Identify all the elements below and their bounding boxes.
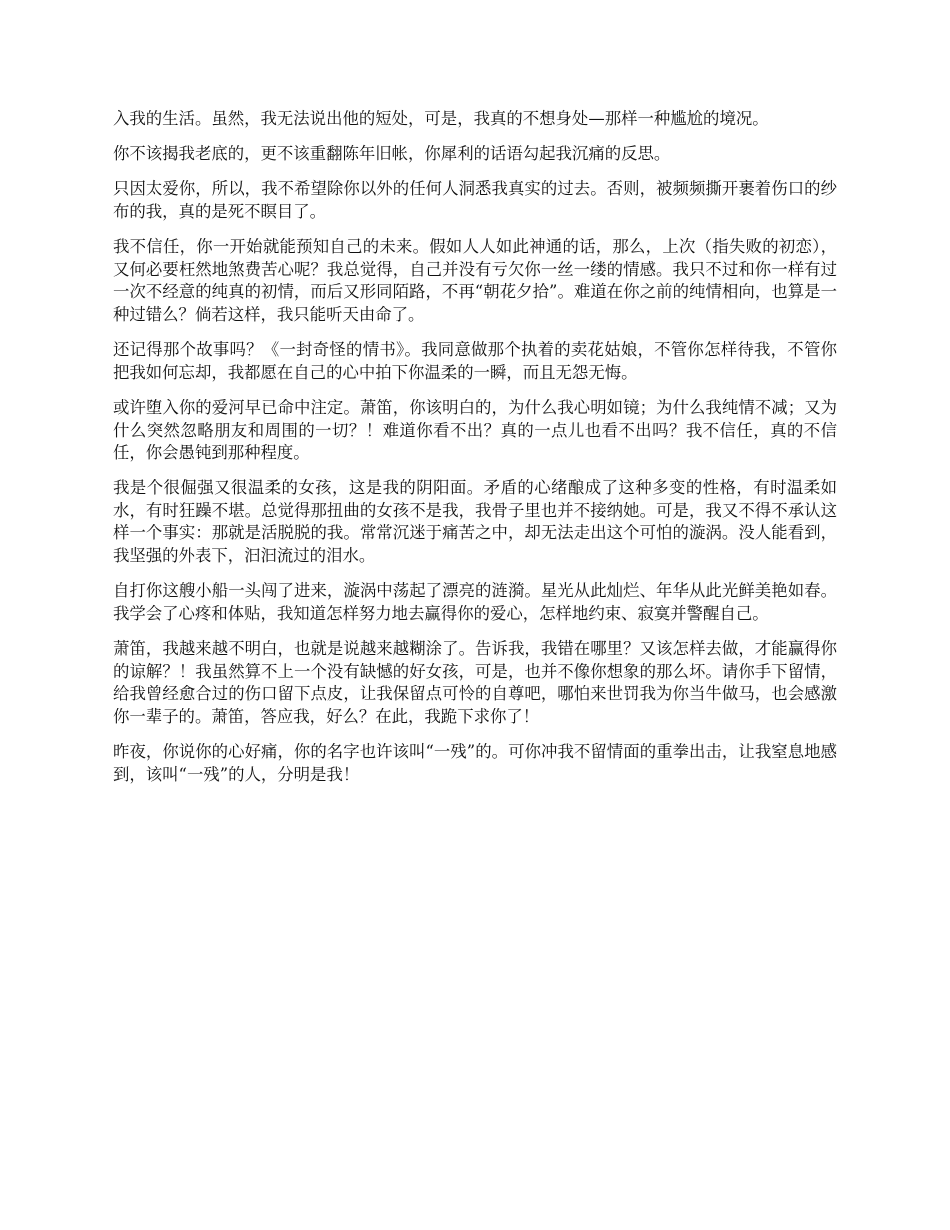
paragraph-10: 昨夜，你说你的心好痛，你的名字也许该叫“一残”的。可你冲我不留情面的重拳出击，让我窒息地感到，该叫“一残”的人，分明是我！	[113, 742, 837, 784]
paragraph-8: 自打你这艘小船一头闯了进来，漩涡中荡起了漂亮的涟漪。星光从此灿烂、年华从此光鲜美艳如春。我学会了心疼和体贴，我知道怎样努力地去赢得你的爱心，怎样地约束、寂寞并警醒自己。	[113, 581, 837, 623]
paragraph-6: 或许堕入你的爱河早已命中注定。萧笛，你该明白的，为什么我心明如镜；为什么我纯情不减；又为什么突然忽略朋友和周围的一切？！难道你看不出？真的一点儿也看不出吗？我不信任，真的不信任，你会愚钝到那种程度。	[113, 397, 837, 463]
document-body	[113, 108, 837, 799]
paragraph-7: 我是个很倔强又很温柔的女孩，这是我的阴阳面。矛盾的心绪酿成了这种多变的性格，有时温柔如水，有时狂躁不堪。总觉得那扭曲的女孩不是我，我骨子里也并不接纳她。可是，我又不得不承认这样一个事实：那就是活脱脱的我。常常沉迷于痛苦之中，却无法走出这个可怕的漩涡。没人能看到，我坚强的外表下，汩汩流过的泪水。	[113, 478, 837, 566]
paragraph-3: 只因太爱你，所以，我不希望除你以外的任何人洞悉我真实的过去。否则，被频频撕开裹着伤口的纱布的我，真的是死不瞑目了。	[113, 179, 837, 221]
paragraph-9: 萧笛，我越来越不明白，也就是说越来越糊涂了。告诉我，我错在哪里？又该怎样去做，才能赢得你的谅解？！我虽然算不上一个没有缺憾的好女孩，可是，也并不像你想象的那么坏。请你手下留情，给我曾经愈合过的伤口留下点皮，让我保留点可怜的自尊吧，哪怕来世罚我为你当牛做马，也会感激你一辈子的。萧笛，答应我，好么？在此，我跪下求你了！	[113, 639, 837, 726]
paragraph-2: 你不该揭我老底的，更不该重翻陈年旧帐，你犀利的话语勾起我沉痛的反思。	[113, 144, 671, 164]
paragraph-4: 我不信任，你一开始就能预知自己的未来。假如人人如此神通的话，那么，上次（指失败的初恋），又何必要枉然地煞费苦心呢？我总觉得，自己并没有亏欠你一丝一缕的情感。我只不过和你一样有过一次不经意的纯真的初情，而后又形同陌路，不再“朝花夕拾”。难道在你之前的纯情相向，也算是一种过错么？倘若这样，我只能听天由命了。	[113, 237, 837, 324]
paragraph-1: 入我的生活。虽然，我无法说出他的短处，可是，我真的不想身处—那样一种尴尬的境况。	[113, 109, 769, 128]
paragraph-5: 还记得那个故事吗？《一封奇怪的情书》。我同意做那个执着的卖花姑娘，不管你怎样待我，不管你把我如何忘却，我都愿在自己的心中拍下你温柔的一瞬，而且无怨无悔。	[113, 340, 837, 382]
